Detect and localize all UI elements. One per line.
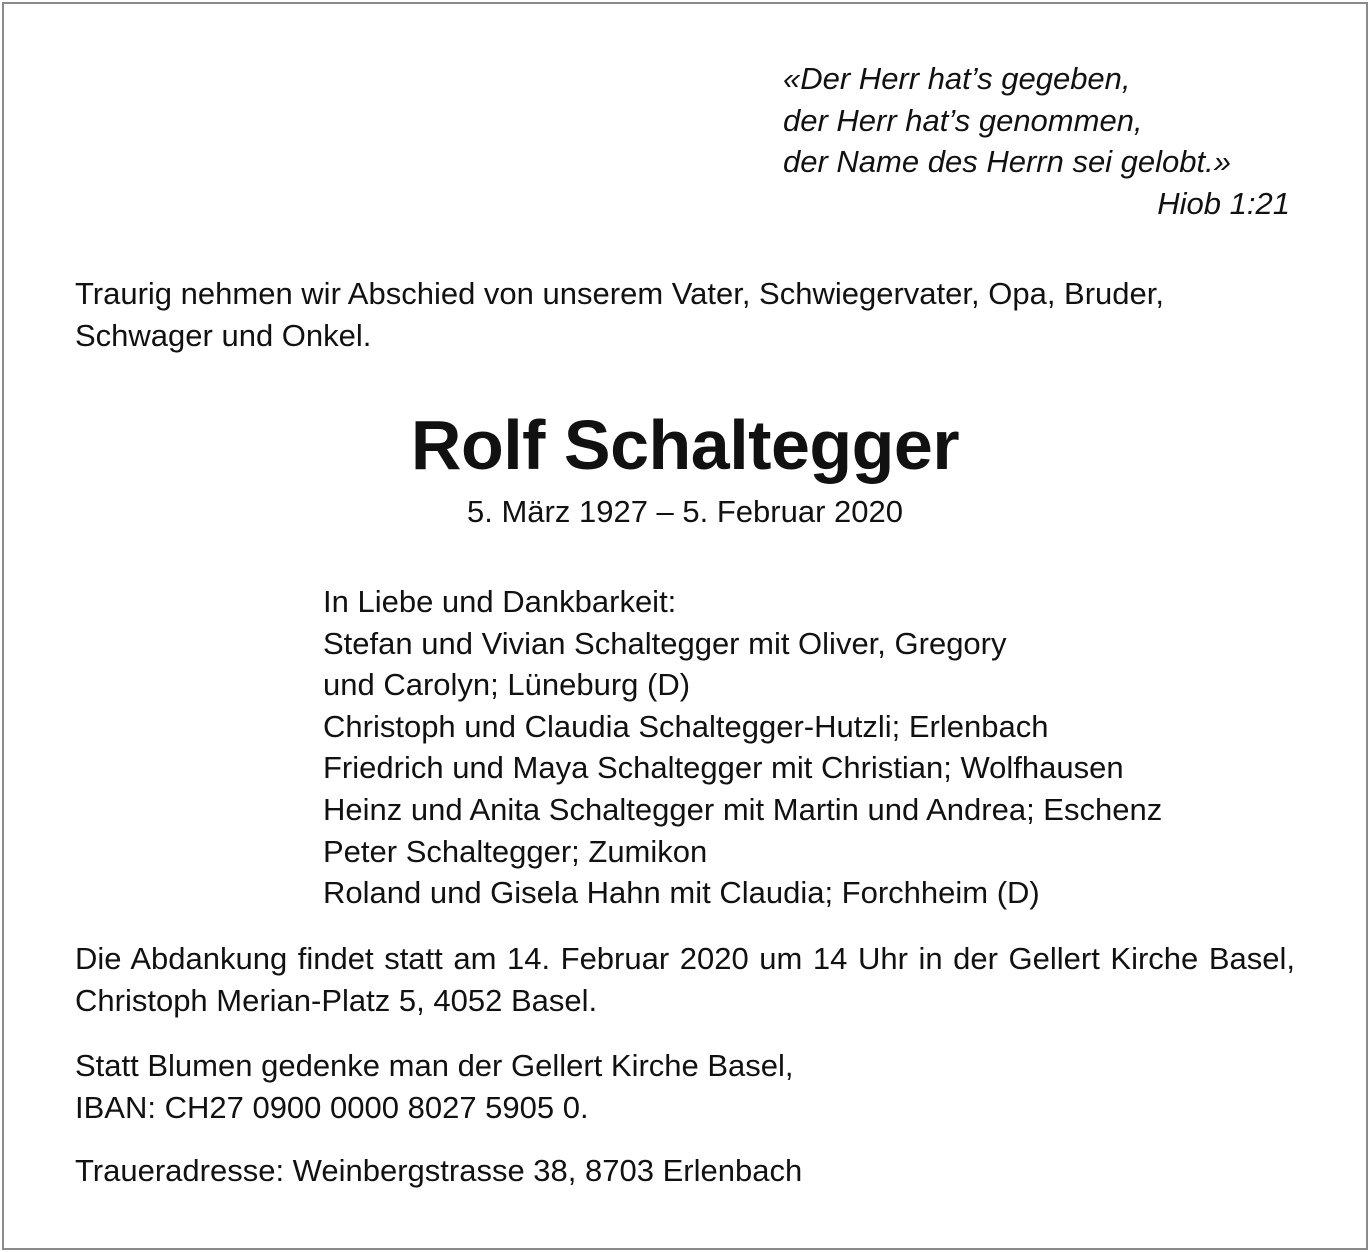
quote-line-1: «Der Herr hat’s gegeben, xyxy=(783,61,1131,96)
bible-quote xyxy=(783,58,1290,224)
quote-reference: Hiob 1:21 xyxy=(1157,185,1290,221)
donation-line: Statt Blumen gedenke man der Gellert Kirche Basel, xyxy=(75,1048,794,1083)
intro-text: Traurig nehmen wir Abschied von unserem Vater, Schwiegervater, Opa, Bruder, Schwager und Onkel. xyxy=(75,276,1164,353)
mourner-line: Christoph und Claudia Schaltegger-Hutzli; Erlenbach xyxy=(323,708,1049,744)
deceased-name: Rolf Schaltegger xyxy=(410,406,960,484)
life-dates: 5. März 1927 – 5. Februar 2020 xyxy=(467,494,903,529)
mourners-list xyxy=(323,581,1303,914)
quote-line-3: der Name des Herrn sei gelobt.» xyxy=(783,144,1232,179)
quote-line-2: der Herr hat’s genommen, xyxy=(783,102,1143,138)
mourners-heading: In Liebe und Dankbarkeit: xyxy=(323,584,677,619)
mourning-address: Traueradresse: Weinbergstrasse 38, 8703 Erlenbach xyxy=(75,1153,803,1188)
mourner-line: Peter Schaltegger; Zumikon xyxy=(323,833,708,869)
donation-info xyxy=(75,1045,1295,1129)
funeral-service-info: Die Abdankung findet statt am 14. Februar 2020 um 14 Uhr in der Gellert Kirche Basel, Christoph Merian-Platz 5, 4052 Basel. xyxy=(75,941,1295,1018)
mourner-line: und Carolyn; Lüneburg (D) xyxy=(323,667,691,703)
mourner-line: Roland und Gisela Hahn mit Claudia; Forchheim (D) xyxy=(323,875,1040,911)
iban-line: IBAN: CH27 0900 0000 8027 5905 0. xyxy=(75,1090,589,1125)
mourner-line: Friedrich und Maya Schaltegger mit Christian; Wolfhausen xyxy=(323,750,1124,786)
mourner-line: Heinz und Anita Schaltegger mit Martin und Andrea; Eschenz xyxy=(323,791,1163,827)
mourner-line: Stefan und Vivian Schaltegger mit Oliver, Gregory xyxy=(323,625,1007,661)
